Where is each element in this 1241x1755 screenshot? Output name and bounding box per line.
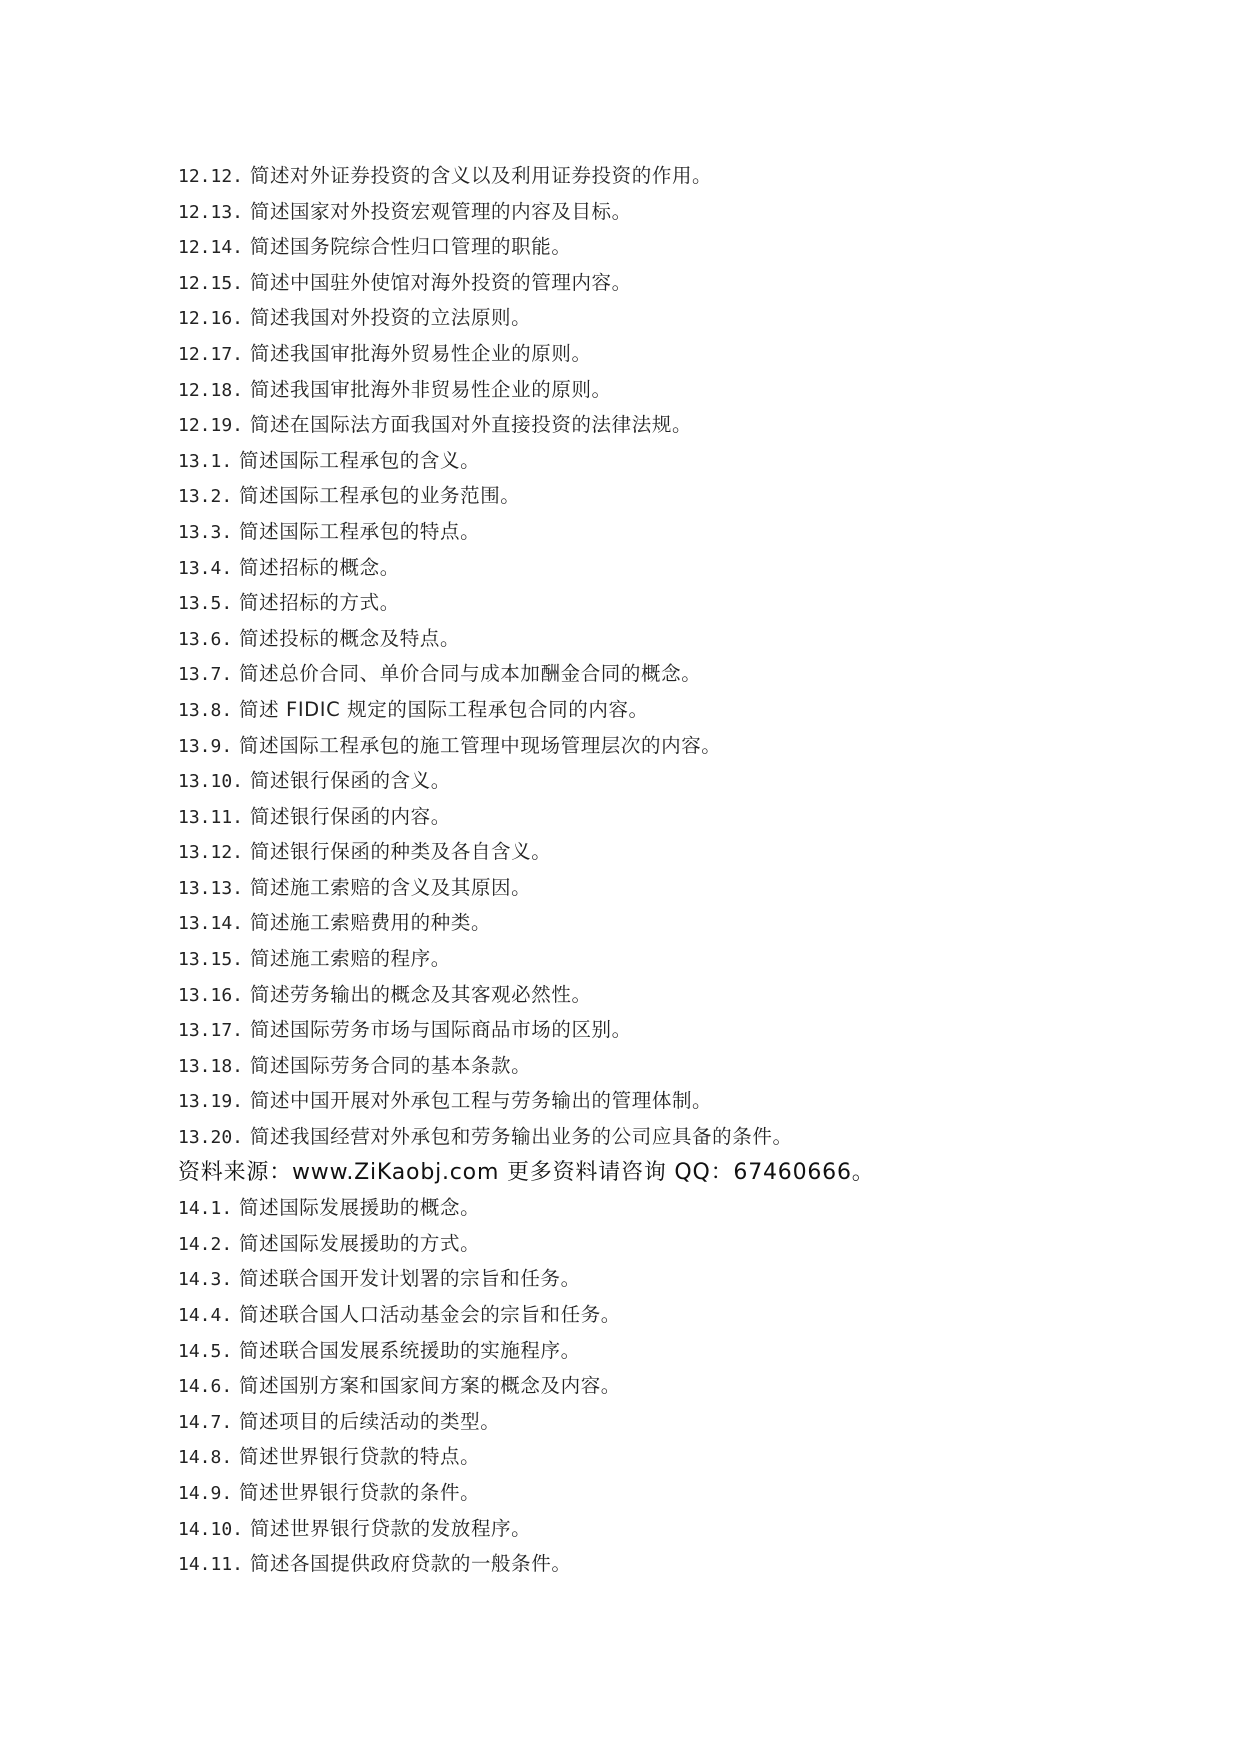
list-item	[178, 1226, 1178, 1262]
item-number: 13.18.	[178, 1055, 244, 1077]
list-item	[178, 229, 1178, 265]
item-number: 12.13.	[178, 201, 244, 223]
item-number: 13.7.	[178, 664, 233, 686]
item-number: 14.9.	[178, 1482, 233, 1504]
item-number: 12.14.	[178, 237, 244, 259]
item-number: 12.18.	[178, 379, 244, 401]
item-text: 简述我国审批海外贸易性企业的原则。	[249, 341, 592, 365]
item-text: 简述对外证券投资的含义以及利用证券投资的作用。	[249, 164, 713, 187]
item-number: 13.11.	[178, 806, 244, 828]
item-number: 14.3.	[178, 1269, 233, 1291]
item-text: 简述施工索赔的含义及其原因。	[249, 875, 532, 899]
list-item	[178, 1333, 1178, 1369]
item-text: 简述世界银行贷款的特点。	[239, 1445, 481, 1469]
item-text: 简述 FIDIC 规定的国际工程承包合同的内容。	[239, 697, 649, 721]
list-item	[178, 834, 1178, 870]
item-text: 简述联合国开发计划署的宗旨和任务。	[239, 1267, 581, 1291]
item-number: 13.19.	[178, 1091, 244, 1113]
source-note	[178, 1155, 1178, 1191]
list-item	[178, 443, 1178, 479]
list-item	[178, 550, 1178, 586]
list-item	[178, 372, 1178, 408]
item-number: 12.12.	[178, 166, 244, 187]
item-number: 13.5.	[178, 593, 233, 615]
item-text: 简述中国开展对外承包工程与劳务输出的管理体制。	[249, 1089, 713, 1113]
item-text: 简述投标的概念及特点。	[239, 626, 461, 650]
item-number: 13.4.	[178, 557, 233, 579]
item-text: 简述国际发展援助的方式。	[239, 1231, 481, 1255]
item-text: 简述招标的方式。	[239, 591, 400, 615]
item-number: 12.15.	[178, 272, 244, 294]
list-item	[178, 407, 1178, 443]
list-item	[178, 265, 1178, 301]
item-text: 简述国务院综合性归口管理的职能。	[249, 235, 572, 259]
list-item	[178, 300, 1178, 336]
item-number: 13.3.	[178, 521, 233, 543]
item-text: 简述招标的概念。	[239, 555, 400, 579]
item-number: 13.6.	[178, 628, 233, 650]
list-item	[178, 478, 1178, 514]
item-number: 13.12.	[178, 842, 244, 864]
item-number: 13.20.	[178, 1127, 244, 1149]
item-text: 简述我国对外投资的立法原则。	[249, 306, 532, 330]
item-text: 简述国际劳务合同的基本条款。	[249, 1053, 532, 1077]
item-text: 简述国际工程承包的业务范围。	[239, 484, 521, 508]
item-number: 12.17.	[178, 343, 244, 365]
list-item	[178, 194, 1178, 230]
item-number: 13.10.	[178, 771, 244, 793]
list-item	[178, 1404, 1178, 1440]
list-item	[178, 1368, 1178, 1404]
item-text: 简述国际劳务市场与国际商品市场的区别。	[249, 1018, 632, 1042]
item-number: 13.9.	[178, 735, 233, 757]
item-text: 简述国际工程承包的含义。	[239, 448, 481, 472]
item-text: 简述银行保函的内容。	[249, 804, 451, 828]
item-text: 简述世界银行贷款的发放程序。	[249, 1516, 532, 1540]
item-number: 13.1.	[178, 450, 233, 472]
item-text: 简述我国经营对外承包和劳务输出业务的公司应具备的条件。	[249, 1125, 793, 1149]
list-item	[178, 585, 1178, 621]
item-text: 简述国际发展援助的概念。	[239, 1196, 481, 1220]
item-number: 14.7.	[178, 1411, 233, 1433]
item-text: 简述项目的后续活动的类型。	[239, 1409, 501, 1433]
item-text: 简述各国提供政府贷款的一般条件。	[249, 1552, 572, 1576]
item-number: 12.16.	[178, 308, 244, 330]
item-text: 简述我国审批海外非贸易性企业的原则。	[249, 377, 612, 401]
list-item	[178, 870, 1178, 906]
question-list	[178, 158, 1178, 1582]
item-number: 14.4.	[178, 1305, 233, 1326]
item-text: 简述在国际法方面我国对外直接投资的法律法规。	[249, 413, 693, 437]
list-item	[178, 336, 1178, 372]
item-text: 简述国别方案和国家间方案的概念及内容。	[239, 1374, 621, 1398]
list-item	[178, 1261, 1178, 1297]
list-item	[178, 977, 1178, 1013]
item-text: 简述国家对外投资宏观管理的内容及目标。	[249, 199, 632, 223]
source-note-text: 资料来源：www.ZiKaobj.com 更多资料请咨询 QQ：67460666。	[178, 1159, 875, 1185]
item-text: 简述施工索赔费用的种类。	[249, 911, 492, 935]
item-text: 简述施工索赔的程序。	[249, 947, 451, 971]
item-text: 简述银行保函的含义。	[249, 769, 451, 793]
list-item	[178, 1048, 1178, 1084]
list-item	[178, 1297, 1178, 1333]
item-text: 简述国际工程承包的特点。	[239, 519, 481, 543]
item-number: 13.17.	[178, 1020, 244, 1042]
list-item	[178, 905, 1178, 941]
list-item	[178, 1119, 1178, 1155]
item-number: 14.11.	[178, 1554, 244, 1576]
list-item	[178, 763, 1178, 799]
list-item	[178, 728, 1178, 764]
item-number: 13.15.	[178, 949, 244, 971]
item-number: 13.16.	[178, 984, 244, 1006]
list-item	[178, 1190, 1178, 1226]
list-item	[178, 1511, 1178, 1547]
list-item	[178, 656, 1178, 692]
list-item	[178, 1012, 1178, 1048]
item-number: 13.8.	[178, 699, 233, 721]
item-number: 14.10.	[178, 1518, 244, 1540]
list-item	[178, 1546, 1178, 1582]
list-item	[178, 158, 1178, 194]
item-number: 14.2.	[178, 1233, 233, 1255]
item-number: 14.8.	[178, 1447, 233, 1469]
item-text: 简述世界银行贷款的条件。	[239, 1480, 481, 1504]
list-item	[178, 1475, 1178, 1511]
item-number: 13.13.	[178, 877, 244, 899]
item-text: 简述联合国发展系统援助的实施程序。	[239, 1338, 581, 1362]
item-number: 13.2.	[178, 486, 233, 508]
item-text: 简述联合国人口活动基金会的宗旨和任务。	[239, 1303, 621, 1326]
list-item	[178, 1083, 1178, 1119]
item-text: 简述劳务输出的概念及其客观必然性。	[249, 982, 592, 1006]
item-number: 12.19.	[178, 415, 244, 437]
list-item	[178, 621, 1178, 657]
list-item	[178, 514, 1178, 550]
list-item	[178, 941, 1178, 977]
item-text: 简述国际工程承包的施工管理中现场管理层次的内容。	[239, 733, 722, 757]
item-number: 13.14.	[178, 913, 244, 935]
item-text: 简述银行保函的种类及各自含义。	[249, 840, 552, 864]
item-number: 14.6.	[178, 1376, 233, 1398]
item-text: 简述中国驻外使馆对海外投资的管理内容。	[249, 270, 632, 294]
item-number: 14.1.	[178, 1198, 233, 1220]
item-text: 简述总价合同、单价合同与成本加酬金合同的概念。	[239, 662, 702, 686]
list-item	[178, 799, 1178, 835]
list-item	[178, 692, 1178, 728]
item-number: 14.5.	[178, 1340, 233, 1362]
list-item	[178, 1439, 1178, 1475]
